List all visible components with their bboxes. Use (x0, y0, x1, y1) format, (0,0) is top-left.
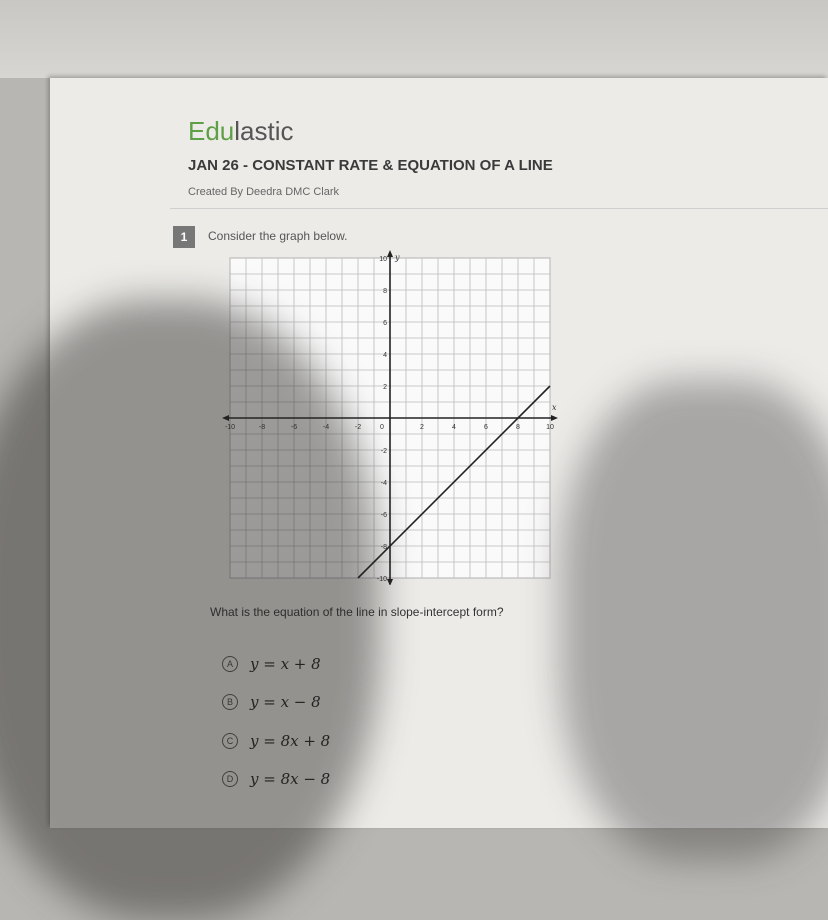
brand-part2: lastic (234, 116, 294, 146)
x-axis-arrow-left-icon (222, 415, 229, 421)
x-tick-label: 2 (420, 424, 424, 431)
brand-part1: Edu (188, 116, 235, 146)
coordinate-graph (222, 250, 564, 585)
y-axis-label: y (395, 253, 400, 262)
question-prompt: Consider the graph below. (208, 229, 348, 243)
x-tick-label: -4 (322, 424, 330, 431)
y-tick-label: 2 (383, 384, 387, 391)
y-tick-label: 4 (383, 352, 387, 359)
x-tick-label: 0 (380, 424, 384, 431)
assignment-title: JAN 26 - CONSTANT RATE & EQUATION OF A LINE (188, 157, 553, 174)
choice-a[interactable] (222, 654, 321, 674)
x-tick-label: 6 (484, 424, 488, 431)
y-tick-label: -4 (380, 480, 387, 487)
divider (170, 208, 828, 209)
background-surface (0, 0, 828, 78)
choice-b[interactable] (222, 692, 321, 712)
created-by: Created By Deedra DMC Clark (188, 186, 339, 198)
y-tick-label: -8 (380, 544, 387, 551)
radio-b[interactable]: B (222, 694, 238, 710)
radio-a[interactable]: A (222, 656, 238, 672)
choice-c[interactable] (222, 731, 330, 751)
x-tick-label: 10 (546, 424, 554, 431)
y-tick-label: 6 (383, 320, 387, 327)
x-axis-label: x (552, 403, 557, 412)
y-axis-arrow-down-icon (387, 579, 393, 585)
y-tick-label: 10 (379, 256, 387, 263)
x-tick-label: -6 (290, 424, 298, 431)
choice-c-equation: y = 8x + 8 (250, 732, 331, 750)
choice-a-equation: y = x + 8 (250, 655, 321, 673)
x-tick-label: -10 (224, 424, 236, 431)
radio-c[interactable]: C (222, 733, 238, 749)
x-tick-label: -8 (258, 424, 266, 431)
choice-d-equation: y = 8x − 8 (250, 770, 331, 788)
question-number-badge: 1 (173, 226, 195, 248)
x-tick-label: 8 (516, 424, 520, 431)
radio-d[interactable]: D (222, 771, 238, 787)
y-tick-label: -6 (380, 512, 387, 519)
x-tick-label: -2 (354, 424, 362, 431)
brand-logo (188, 116, 294, 147)
y-tick-label: -2 (380, 448, 387, 455)
choice-b-equation: y = x − 8 (250, 693, 321, 711)
x-axis-arrow-icon (551, 415, 558, 421)
y-tick-label: 8 (383, 288, 387, 295)
y-axis-arrow-icon (387, 250, 393, 257)
choice-d[interactable] (222, 769, 330, 789)
y-tick-label: -10 (376, 576, 387, 583)
x-tick-label: 4 (452, 424, 456, 431)
question-text: What is the equation of the line in slope-intercept form? (210, 605, 504, 619)
